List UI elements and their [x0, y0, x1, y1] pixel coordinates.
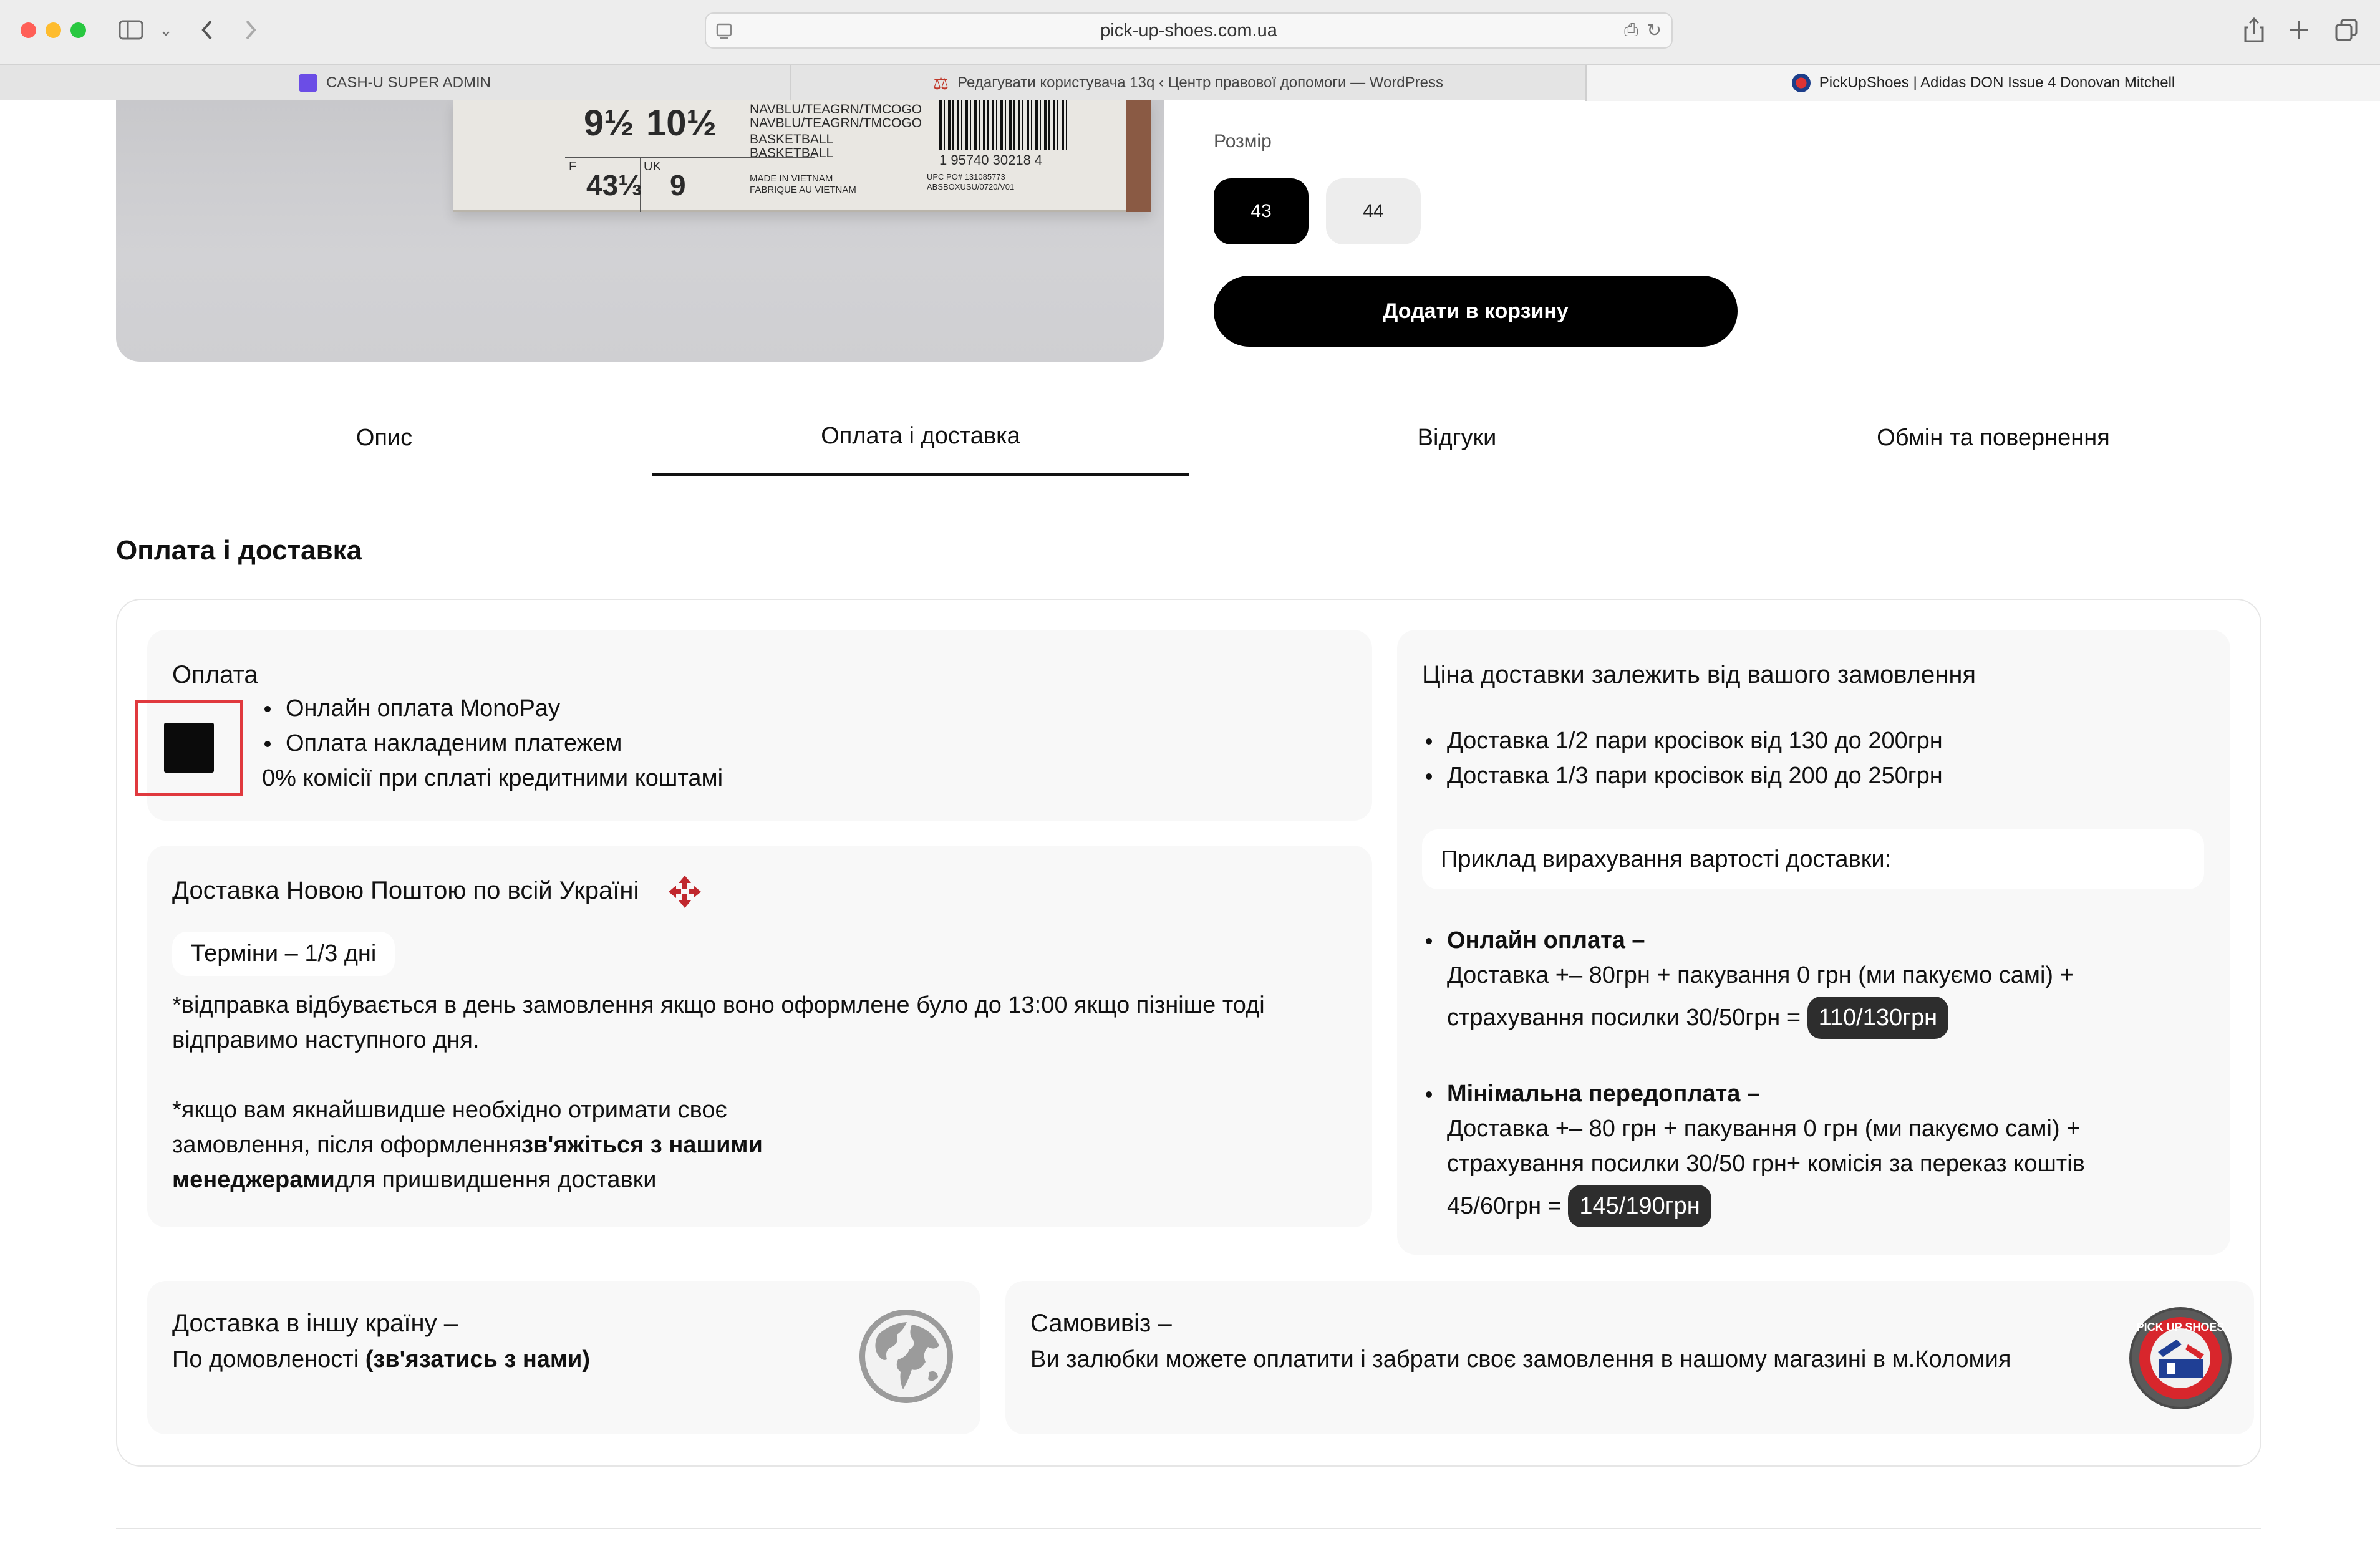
address-bar[interactable] [705, 12, 1673, 49]
translate-icon[interactable]: ⎙ [1624, 20, 1638, 39]
size-option-44[interactable]: 44 [1326, 178, 1421, 244]
international-title: Доставка в іншу країну – [172, 1310, 458, 1337]
box-barcode-number: 1 95740 30218 4 [939, 152, 1043, 168]
shoe-box-side [1126, 100, 1151, 212]
sidebar-toggle-icon[interactable] [115, 14, 147, 46]
shoe-box-label [453, 100, 1151, 212]
back-icon[interactable] [191, 14, 223, 46]
reload-icon[interactable]: ↻ [1647, 21, 1662, 40]
payment-card [147, 630, 1372, 821]
box-f-size: 43⅓ [586, 169, 642, 201]
share-icon[interactable] [2238, 14, 2270, 46]
scales-favicon-icon: ⚖ [932, 73, 949, 93]
pickupshoes-favicon-icon [1792, 74, 1811, 92]
box-us-size-w: 10½ [646, 103, 717, 143]
payment-list [261, 691, 622, 761]
footer-divider [116, 1528, 2261, 1529]
pickup-shoes-logo [2129, 1307, 2232, 1409]
maximize-window-button[interactable] [70, 22, 86, 38]
online-payment-detail [1447, 958, 2220, 1039]
box-made-in: FABRIQUE AU VIETNAM [750, 185, 856, 195]
box-category: BASKETBALL [750, 132, 834, 147]
box-color-line: NAVBLU/TEAGRN/TMCOGO [750, 116, 922, 130]
tab-exchange-returns[interactable]: Обмін та повернення [1877, 424, 2110, 451]
online-payment-line: страхування посилки 30/50грн = [1447, 1005, 1801, 1031]
browser-tab-label: CASH-U SUPER ADMIN [326, 74, 491, 91]
globe-icon [859, 1310, 953, 1403]
add-to-cart-button[interactable]: Додати в корзину [1214, 276, 1738, 347]
payment-thumbnail[interactable] [135, 700, 243, 796]
product-image[interactable] [116, 100, 1164, 362]
browser-tab-cashu[interactable] [0, 65, 791, 101]
prepay-detail [1447, 1111, 2220, 1227]
international-text [172, 1342, 590, 1377]
delivery-note-2-text: замовлення, після оформлення [172, 1132, 522, 1158]
forward-icon[interactable] [235, 14, 267, 46]
prepay-title: Мінімальна передоплата – [1422, 1076, 2214, 1111]
payment-note: 0% комісії при сплаті кредитними коштамі [262, 765, 723, 791]
browser-tab-pickupshoes[interactable] [1587, 65, 2380, 101]
box-f-label: F [569, 160, 577, 173]
pricing-item: Доставка 1/3 пари кросівок від 200 до 250грн [1422, 758, 1943, 793]
product-tabs [116, 399, 2261, 476]
contact-managers-link[interactable]: зв'яжіться з нашими [521, 1132, 763, 1158]
pickup-title: Самовивіз – [1030, 1310, 1172, 1337]
browser-tabs [0, 64, 2380, 100]
payment-item: Онлайн оплата MonoPay [261, 691, 622, 726]
page-icon [715, 21, 733, 40]
pricing-item: Доставка 1/2 пари кросівок від 130 до 200грн [1422, 723, 1943, 758]
tab-description[interactable]: Опис [356, 424, 413, 451]
browser-tab-label: Редагувати користувача 13q ‹ Центр правової допомоги — WordPress [957, 74, 1444, 91]
prepay-line: 45/60грн = [1447, 1193, 1562, 1219]
box-category: BASKETBALL [750, 146, 834, 160]
prepay-line: Доставка +– 80 грн + пакування 0 грн (ми пакуємо самі) + [1447, 1116, 2081, 1142]
close-window-button[interactable] [21, 22, 36, 38]
chevron-down-icon[interactable]: ⌄ [159, 20, 173, 39]
international-delivery-card [147, 1281, 980, 1434]
delivery-note-1: *відправка відбувається в день замовлення якщо воно оформлене було до 13:00 якщо пізніше тоді відправимо наступного дня. [172, 992, 1265, 1053]
pickup-card [1005, 1281, 2254, 1434]
box-color-line: NAVBLU/TEAGRN/TMCOGO [750, 102, 922, 117]
delivery-terms-badge: Терміни – 1/3 дні [172, 932, 395, 976]
nova-poshta-card [147, 846, 1372, 1227]
cashu-favicon-icon [299, 74, 317, 92]
nova-poshta-logo-icon [666, 873, 704, 910]
online-payment-line: Доставка +– 80грн + пакування 0 грн (ми пакуємо самі) + [1447, 962, 2074, 988]
contact-us-link[interactable]: (зв'язатись з нами) [365, 1346, 591, 1373]
delivery-pricing-card [1397, 630, 2230, 1255]
payment-item: Оплата накладеним платежем [261, 726, 622, 761]
browser-tab-wordpress[interactable] [791, 65, 1587, 101]
box-upc: UPC PO# 131085773 [927, 172, 1005, 181]
international-text-plain: По домовленості [172, 1346, 359, 1373]
delivery-note-2 [172, 1093, 796, 1197]
size-option-43[interactable]: 43 [1214, 178, 1309, 244]
contact-managers-link[interactable]: менеджерами [172, 1167, 335, 1193]
tab-reviews[interactable]: Відгуки [1417, 424, 1497, 451]
minimize-window-button[interactable] [46, 22, 61, 38]
black-square-image [164, 723, 214, 773]
barcode [939, 100, 1070, 150]
online-total-badge: 110/130грн [1807, 997, 1949, 1039]
browser-tab-label: PickUpShoes | Adidas DON Issue 4 Donovan Mitchell [1819, 74, 2175, 91]
box-made-in: MADE IN VIETNAM [750, 173, 833, 184]
box-upc: ABSBOXUSU/0720/V01 [927, 182, 1015, 191]
size-label: Розмір [1214, 131, 1272, 152]
delivery-note-2-text: для пришвидшення доставки [334, 1167, 657, 1193]
logo-text: PICK UP SHOES [2136, 1321, 2225, 1333]
nova-poshta-title: Доставка Новою Поштою по всій Україні [172, 877, 639, 904]
box-us-size: 9½ [584, 103, 634, 143]
payment-title: Оплата [172, 661, 258, 688]
example-label-box [1422, 829, 2204, 889]
box-uk-size: 9 [670, 169, 686, 201]
box-uk-label: UK [644, 160, 661, 173]
example-online [1422, 923, 2214, 958]
new-tab-icon[interactable] [2283, 14, 2315, 46]
section-title: Оплата і доставка [116, 535, 362, 566]
example-label: Приклад вирахування вартості доставки: [1441, 846, 1892, 872]
tab-overview-icon[interactable] [2330, 14, 2363, 46]
prepay-total-badge: 145/190грн [1568, 1185, 1711, 1227]
example-prepay [1422, 1076, 2214, 1111]
pickup-text: Ви залюбки можете оплатити і забрати своє замовлення в нашому магазині в м.Коломия [1030, 1346, 2011, 1373]
tab-payment-delivery[interactable]: Оплата і доставка [652, 399, 1189, 476]
delivery-note-2-text: *якщо вам якнайшвидше необхідно отримати своє [172, 1097, 727, 1123]
browser-chrome [0, 0, 2380, 100]
pricing-list [1422, 723, 1943, 793]
online-payment-title: Онлайн оплата – [1422, 923, 2214, 958]
pricing-title: Ціна доставки залежить від вашого замовлення [1422, 661, 1976, 688]
prepay-line: страхування посилки 30/50 грн+ комісія за переказ коштів [1447, 1151, 2085, 1177]
url-text: pick-up-shoes.com.ua [1100, 20, 1277, 41]
